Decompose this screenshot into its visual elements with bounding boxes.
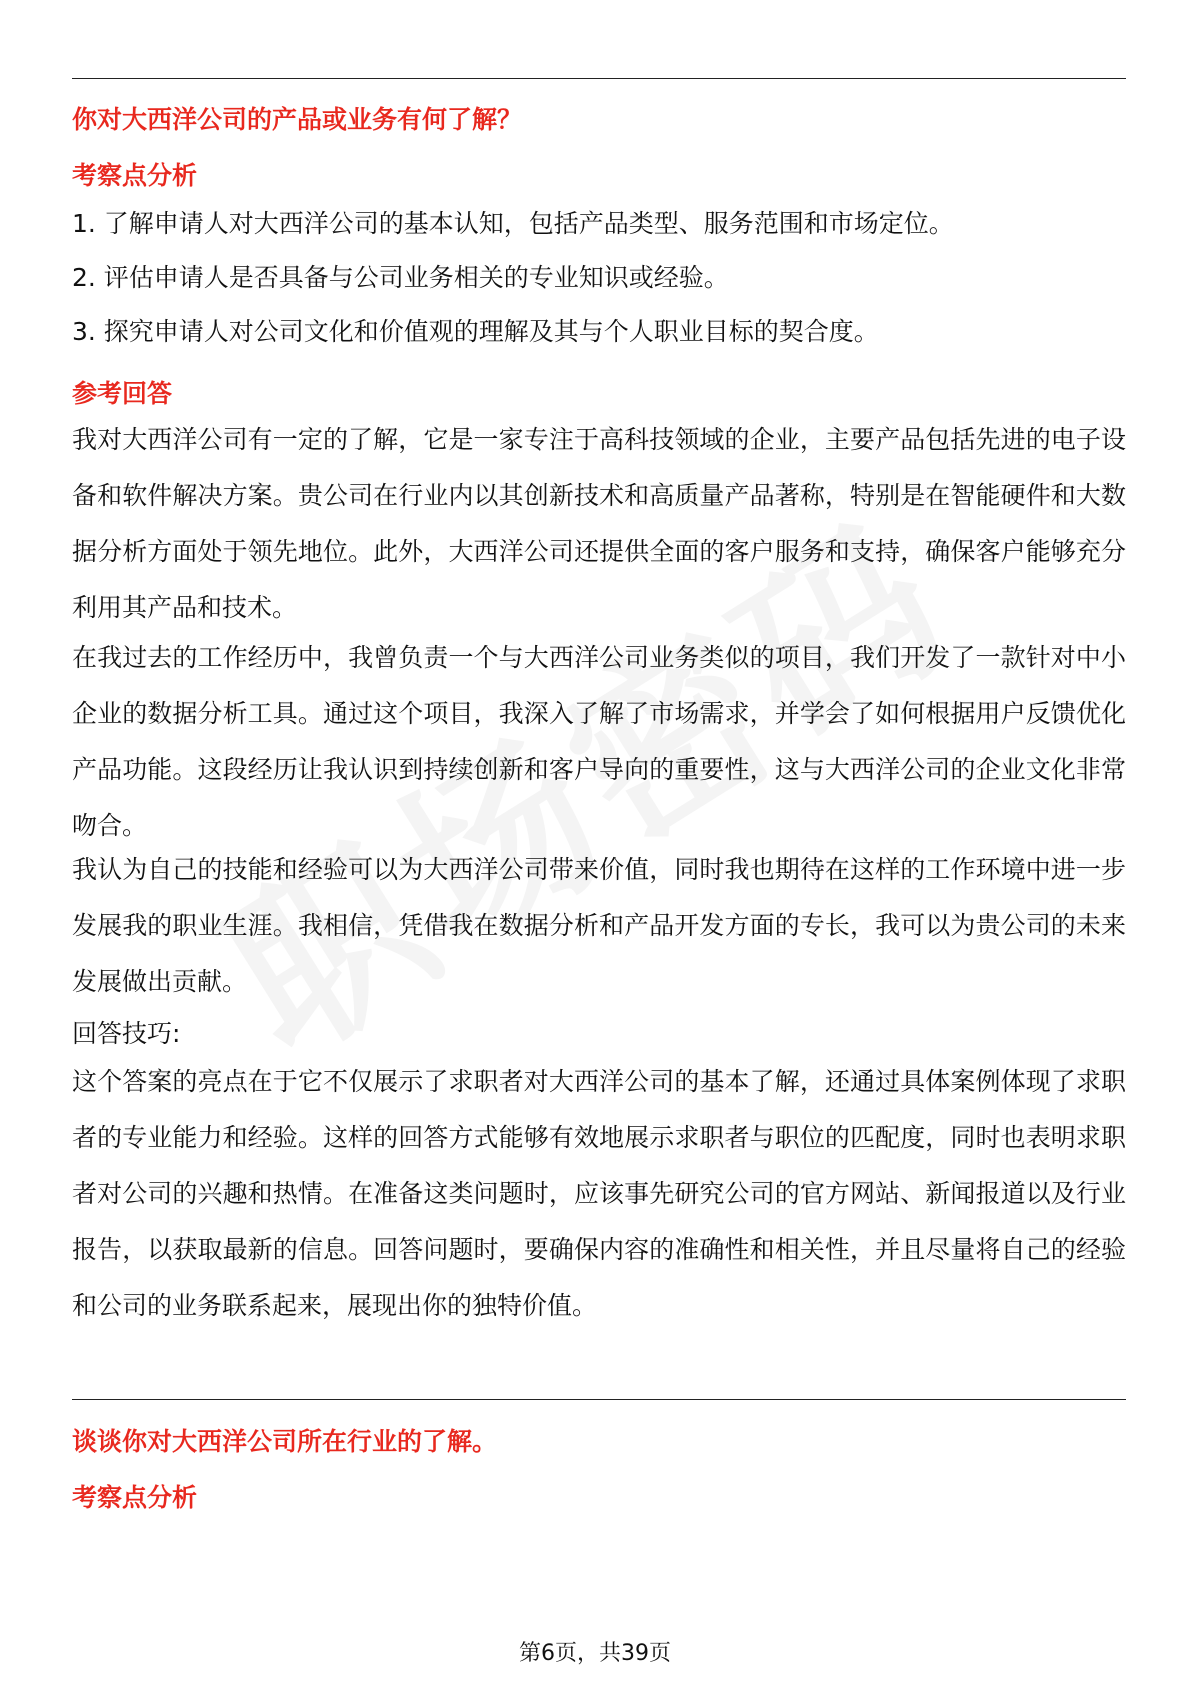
analysis-item: 3. 探究申请人对公司文化和价值观的理解及其与个人职业目标的契合度。 [72,317,879,346]
tips-label: 回答技巧: [72,1019,181,1048]
page-number: 第6页，共39页 [519,1641,671,1666]
top-divider [72,78,1126,79]
analysis-item: 1. 了解申请人对大西洋公司的基本认知，包括产品类型、服务范围和市场定位。 [72,209,954,238]
answer-paragraph: 在我过去的工作经历中，我曾负责一个与大西洋公司业务类似的项目，我们开发了一款针对中小企业的数据分析工具。通过这个项目，我深入了解了市场需求，并学会了如何根据用户反馈优化产品功能。这段经历让我认识到持续创新和客户导向的重要性，这与大西洋公司的企业文化非常吻合。 [72,643,1126,840]
analysis-label: 考察点分析 [72,161,198,190]
analysis-label: 考察点分析 [72,1483,198,1512]
answer-paragraph: 我认为自己的技能和经验可以为大西洋公司带来价值，同时我也期待在这样的工作环境中进一步发展我的职业生涯。我相信，凭借我在数据分析和产品开发方面的专长，我可以为贵公司的未来发展做出贡献。 [72,855,1126,996]
question-title: 谈谈你对大西洋公司所在行业的了解。 [72,1427,498,1456]
question-title: 你对大西洋公司的产品或业务有何了解？ [72,105,523,134]
answer-label: 参考回答 [72,379,173,408]
analysis-item: 2. 评估申请人是否具备与公司业务相关的专业知识或经验。 [72,263,729,292]
section-divider [72,1399,1126,1400]
tips-paragraph: 这个答案的亮点在于它不仅展示了求职者对大西洋公司的基本了解，还通过具体案例体现了求职者的专业能力和经验。这样的回答方式能够有效地展示求职者与职位的匹配度，同时也表明求职者对公司的兴趣和热情。在准备这类问题时，应该事先研究公司的官方网站、新闻报道以及行业报告，以获取最新的信息。回答问题时，要确保内容的准确性和相关性，并且尽量将自己的经验和公司的业务联系起来，展现出你的独特价值。 [72,1067,1126,1320]
answer-paragraph: 我对大西洋公司有一定的了解，它是一家专注于高科技领域的企业，主要产品包括先进的电子设备和软件解决方案。贵公司在行业内以其创新技术和高质量产品著称，特别是在智能硬件和大数据分析方面处于领先地位。此外，大西洋公司还提供全面的客户服务和支持，确保客户能够充分利用其产品和技术。 [72,425,1126,622]
